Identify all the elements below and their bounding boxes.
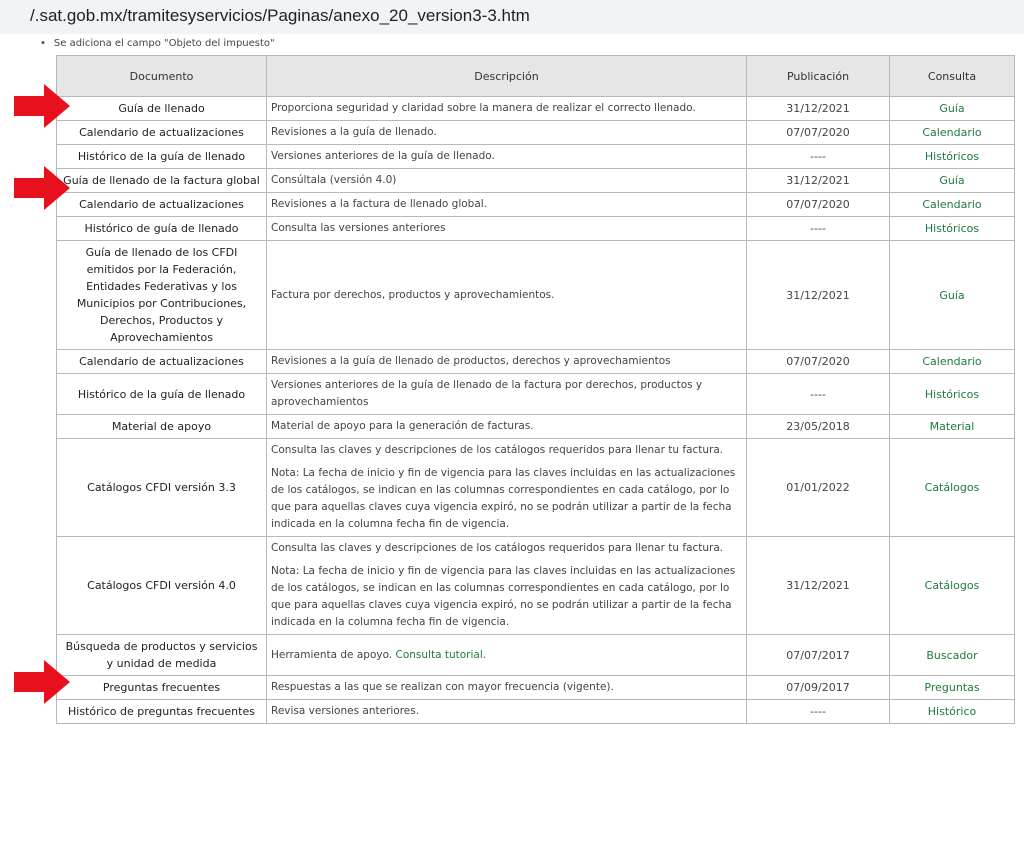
publication-date: 31/12/2021 bbox=[747, 97, 890, 121]
consulta-link[interactable]: Calendario bbox=[922, 355, 982, 368]
description-cell bbox=[267, 193, 747, 217]
description-text: Respuestas a las que se realizan con mayor frecuencia (vigente). bbox=[271, 681, 614, 693]
table-row bbox=[57, 676, 1015, 700]
consulta-cell bbox=[890, 121, 1015, 145]
table-row bbox=[57, 169, 1015, 193]
description-text: Versiones anteriores de la guía de llenado de la factura por derechos, productos y aprovechamientos bbox=[271, 379, 703, 408]
change-note bbox=[40, 38, 275, 49]
consulta-link[interactable]: Calendario bbox=[922, 126, 982, 139]
table-row bbox=[57, 145, 1015, 169]
description-cell bbox=[267, 97, 747, 121]
description-cell bbox=[267, 145, 747, 169]
document-name: Guía de llenado bbox=[57, 97, 267, 121]
document-name: Calendario de actualizaciones bbox=[57, 121, 267, 145]
consulta-link[interactable]: Guía bbox=[939, 102, 965, 115]
bullet-icon: • bbox=[40, 38, 46, 49]
consulta-link[interactable]: Buscador bbox=[926, 648, 978, 662]
publication-date: ---- bbox=[747, 145, 890, 169]
document-name: Histórico de la guía de llenado bbox=[57, 374, 267, 415]
consulta-cell bbox=[890, 537, 1015, 635]
document-name: Histórico de preguntas frecuentes bbox=[57, 700, 267, 724]
consulta-cell bbox=[890, 350, 1015, 374]
consulta-cell bbox=[890, 374, 1015, 415]
consulta-cell bbox=[890, 700, 1015, 724]
description-text: Proporciona seguridad y claridad sobre la manera de realizar el correcto llenado. bbox=[271, 102, 696, 114]
description-cell bbox=[267, 374, 747, 415]
consulta-link[interactable]: Material bbox=[929, 420, 975, 433]
document-name: Material de apoyo bbox=[57, 415, 267, 439]
consulta-cell bbox=[890, 145, 1015, 169]
publication-date: 31/12/2021 bbox=[747, 169, 890, 193]
document-name: Búsqueda de productos y servicios y unidad de medida bbox=[57, 635, 267, 676]
address-bar[interactable] bbox=[0, 0, 1024, 34]
document-name: Histórico de la guía de llenado bbox=[57, 145, 267, 169]
consulta-link[interactable]: Históricos bbox=[924, 387, 980, 401]
publication-date: 23/05/2018 bbox=[747, 415, 890, 439]
table-row bbox=[57, 241, 1015, 350]
description-text: Factura por derechos, productos y aprovechamientos. bbox=[271, 288, 555, 301]
publication-date: 31/12/2021 bbox=[747, 241, 890, 350]
consulta-link[interactable]: Guía bbox=[939, 174, 965, 187]
header-documento: Documento bbox=[57, 56, 267, 97]
publication-date: 07/09/2017 bbox=[747, 676, 890, 700]
header-consulta: Consulta bbox=[890, 56, 1015, 97]
consulta-link[interactable]: Históricos bbox=[924, 150, 980, 163]
consulta-cell bbox=[890, 241, 1015, 350]
description-cell bbox=[267, 700, 747, 724]
header-publicacion: Publicación bbox=[747, 56, 890, 97]
description-text: Revisiones a la factura de llenado global. bbox=[271, 198, 488, 210]
description-cell bbox=[267, 676, 747, 700]
consulta-cell bbox=[890, 635, 1015, 676]
consulta-cell bbox=[890, 415, 1015, 439]
description-text: Consulta las claves y descripciones de los catálogos requeridos para llenar tu factura. bbox=[271, 444, 724, 456]
document-name: Catálogos CFDI versión 3.3 bbox=[57, 439, 267, 537]
publication-date: 07/07/2017 bbox=[747, 635, 890, 676]
description-text: Herramienta de apoyo. bbox=[271, 648, 393, 661]
table-row bbox=[57, 635, 1015, 676]
table-row bbox=[57, 700, 1015, 724]
consulta-link[interactable]: Preguntas bbox=[924, 681, 980, 694]
consulta-cell bbox=[890, 193, 1015, 217]
table-header-row bbox=[57, 56, 1015, 97]
description-text: Versiones anteriores de la guía de llenado. bbox=[271, 150, 495, 162]
consulta-cell bbox=[890, 439, 1015, 537]
table-row bbox=[57, 537, 1015, 635]
publication-date: ---- bbox=[747, 374, 890, 415]
publication-date: 31/12/2021 bbox=[747, 537, 890, 635]
publication-date: 01/01/2022 bbox=[747, 439, 890, 537]
description-cell bbox=[267, 439, 747, 537]
description-cell bbox=[267, 121, 747, 145]
description-cell bbox=[267, 169, 747, 193]
document-name: Guía de llenado de los CFDI emitidos por la Federación, Entidades Federativas y los Municipios por Contribuciones, Derechos, Productos y Aprovechamientos bbox=[57, 241, 267, 350]
table-row bbox=[57, 350, 1015, 374]
description-text: Revisiones a la guía de llenado. bbox=[271, 126, 437, 138]
document-name: Preguntas frecuentes bbox=[57, 676, 267, 700]
description-cell bbox=[267, 241, 747, 350]
publication-date: 07/07/2020 bbox=[747, 350, 890, 374]
tutorial-link[interactable]: Consulta tutorial. bbox=[395, 648, 487, 661]
red-arrow-icon bbox=[14, 166, 70, 210]
red-arrow-icon bbox=[14, 84, 70, 128]
description-text: Consulta las versiones anteriores bbox=[271, 222, 446, 234]
table-row bbox=[57, 193, 1015, 217]
consulta-link[interactable]: Históricos bbox=[924, 222, 980, 235]
consulta-link[interactable]: Catálogos bbox=[924, 579, 980, 592]
description-cell bbox=[267, 217, 747, 241]
publication-date: 07/07/2020 bbox=[747, 193, 890, 217]
table-row bbox=[57, 374, 1015, 415]
table-row bbox=[57, 121, 1015, 145]
description-text: Consúltala (versión 4.0) bbox=[271, 174, 397, 186]
document-name: Histórico de guía de llenado bbox=[57, 217, 267, 241]
description-text: Consulta las claves y descripciones de los catálogos requeridos para llenar tu factura. bbox=[271, 542, 724, 554]
consulta-cell bbox=[890, 97, 1015, 121]
description-cell bbox=[267, 350, 747, 374]
document-name: Calendario de actualizaciones bbox=[57, 350, 267, 374]
red-arrow-icon bbox=[14, 660, 70, 704]
consulta-link[interactable]: Histórico bbox=[927, 705, 977, 718]
table-row bbox=[57, 415, 1015, 439]
consulta-cell bbox=[890, 169, 1015, 193]
description-note: Nota: La fecha de inicio y fin de vigencia para las claves incluidas en las actualizaciones de los catálogos, se indican en las columnas correspondientes en cada catálogo, por lo que para aquellas claves cuya vigencia expiró, no se podrán utilizar a partir de la fecha indicada en la columna fecha fin de vigencia. bbox=[271, 467, 736, 530]
note-text: Se adiciona el campo "Objeto del impuesto" bbox=[53, 38, 275, 49]
consulta-link[interactable]: Calendario bbox=[922, 198, 982, 211]
consulta-link[interactable]: Guía bbox=[939, 288, 965, 302]
header-descripcion: Descripción bbox=[267, 56, 747, 97]
description-text: Revisiones a la guía de llenado de productos, derechos y aprovechamientos bbox=[271, 355, 671, 367]
description-text: Revisa versiones anteriores. bbox=[271, 705, 420, 717]
consulta-cell bbox=[890, 676, 1015, 700]
document-name: Catálogos CFDI versión 4.0 bbox=[57, 537, 267, 635]
table-row bbox=[57, 97, 1015, 121]
publication-date: ---- bbox=[747, 700, 890, 724]
description-note: Nota: La fecha de inicio y fin de vigencia para las claves incluidas en las actualizaciones de los catálogos, se indican en las columnas correspondientes en cada catálogo, por lo que para aquellas claves cuya vigencia expiró, no se podrán utilizar a partir de la fecha indicada en la columna fecha fin de vigencia. bbox=[271, 565, 736, 628]
documents-table bbox=[56, 55, 1015, 724]
description-cell bbox=[267, 415, 747, 439]
table-row bbox=[57, 439, 1015, 537]
publication-date: 07/07/2020 bbox=[747, 121, 890, 145]
consulta-link[interactable]: Catálogos bbox=[924, 481, 980, 494]
document-name: Guía de llenado de la factura global bbox=[57, 169, 267, 193]
description-text: Material de apoyo para la generación de facturas. bbox=[271, 420, 534, 432]
document-name: Calendario de actualizaciones bbox=[57, 193, 267, 217]
description-cell bbox=[267, 537, 747, 635]
url-text[interactable]: /.sat.gob.mx/tramitesyservicios/Paginas/anexo_20_version3-3.htm bbox=[30, 6, 530, 25]
consulta-cell bbox=[890, 217, 1015, 241]
table-row bbox=[57, 217, 1015, 241]
publication-date: ---- bbox=[747, 217, 890, 241]
description-cell bbox=[267, 635, 747, 676]
